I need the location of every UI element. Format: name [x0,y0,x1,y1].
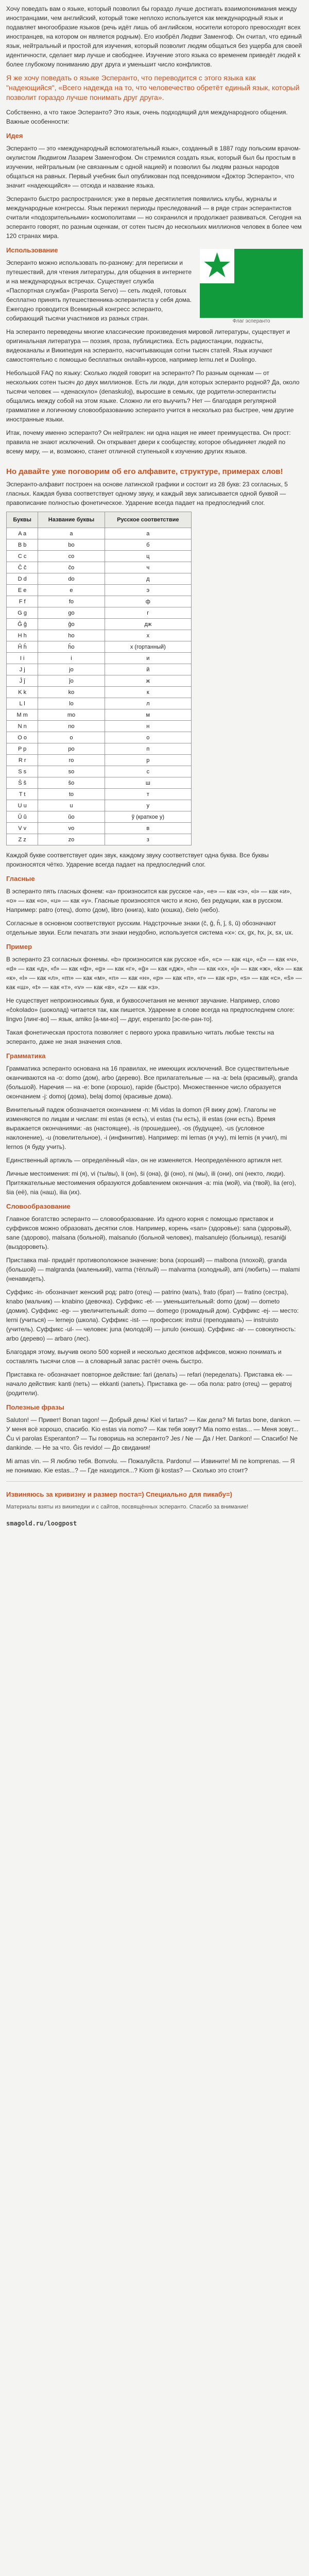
alphabet-row [7,573,192,585]
russian-cell: ў (краткое у) [105,811,191,823]
letter-name-cell: jo [38,664,105,675]
lead-heading: Я же хочу поведать о языке Эсперанто, что переводится с этого языка как "надеющийся", «Всего надежда на то, что человечество обретёт единый язык, который позволит гораздо лучше понимать друг друга». [6,74,300,101]
russian-cell: х [105,630,191,641]
letter-cell: G g [7,607,38,619]
letter-name-cell: to [38,789,105,800]
letter-cell: U u [7,800,38,811]
flag-caption: Флаг эсперанто [232,318,270,324]
alphabet-row [7,755,192,766]
russian-cell: э [105,585,191,596]
letter-name-cell: ho [38,630,105,641]
idea-paragraph-1: Эсперанто — это «международный вспомогательный язык», созданный в 1887 году польским врачом-окулистом Людвигом Лазарем Заменгофом. Он стремился создать язык, который был бы простым в изучении, нейтральным (не связанным с одной нацией) и позволил бы людям разных народов общаться на равных. Первый учебник был опубликован под псевдонимом «Доктор Эсперанто», что значит «надеющийся» — отсюда и название языка. [6,145,301,189]
russian-cell: х (гортанный) [105,641,191,653]
letter-name-cell: i [38,653,105,664]
letter-cell: F f [7,596,38,607]
letter-cell: A a [7,528,38,539]
outro-text: Материалы взяты из википедии и с сайтов, посвящённых эсперанто. Спасибо за внимание! [6,1504,249,1510]
letter-cell: Ŝ ŝ [7,777,38,789]
letter-cell: D d [7,573,38,585]
grammar-title: Грамматика [6,1052,46,1060]
letter-cell: E e [7,585,38,596]
letter-cell: C c [7,551,38,562]
letter-name-cell: co [38,551,105,562]
alphabet-row [7,732,192,743]
alphabet-row [7,596,192,607]
letter-cell: N n [7,721,38,732]
intro-text: Хочу поведать вам о языке, который позволил бы гораздо лучше достигать взаимопонимания между иностранцами, чем английский, который тоже неплохо используется как международный язык и подавляет многообразие языков (речь идёт лишь об английском, носители которого превосходят всех иностранцев, на котором он является родным). Его изобрёл Людвиг Заменгоф. Он считал, что единый язык, нейтральный и простой для изучения, который позволит людям общаться без ущерба для своей идентичности, сделает мир лучше и свободнее. Изучение этого языка со временем приведёт людей к более глубокому пониманию друг друга и уменьшит число конфликтов. [6,5,302,68]
alphabet-row [7,823,192,834]
letter-cell: Z z [7,834,38,845]
outro-title: Извиняюсь за кривизну и размер поста=) Специально для пикабу=) [6,1490,232,1498]
russian-cell: л [105,698,191,709]
letter-name-cell: u [38,800,105,811]
letter-name-cell: a [38,528,105,539]
example-title: Пример [6,943,32,951]
letter-name-cell: ĥo [38,641,105,653]
usage-title: Использование [6,246,58,254]
brand-watermark: smagold.ru/loogpost [6,1520,77,1527]
alphabet-row [7,607,192,619]
alphabet-row [7,675,192,687]
alphabet-row [7,630,192,641]
russian-cell: дж [105,619,191,630]
words-paragraph-3: Суффикс -in- обозначает женский род: patro (отец) — patrino (мать), frato (брат) — fratino (сестра), knabo (мальчик) — knabino (девочка). Суффикс -et- — уменьшительный: domo (дом) — dometo (домик). Суффикс -eg- — увеличительный: domo — domego (громадный дом). Суффикс -ej- — место: lerni (учиться) — lernejo (школа). Суффикс -ist- — профессия: instrui (преподавать) — instruisto (учитель). Суффикс -ul- — человек: juna (молодой) — junulo (юноша). Суффикс -ar- — совокупность: arbo (дерево) — arbaro (лес). [6,1289,299,1342]
alphabet-row [7,698,192,709]
idea-title: Идея [6,132,23,140]
russian-cell: н [105,721,191,732]
russian-cell: к [105,687,191,698]
usage-paragraph-4: Итак, почему именно эсперанто? Он нейтрален: ни одна нация не имеет преимущества. Он прост: правила не знают исключений. Он открывает двери к сообществу, которое объединяет людей по всему миру, — и, возможно, станет отличной ступенькой к изучению других языков. [6,429,291,455]
russian-cell: ц [105,551,191,562]
lead-paragraph: Собственно, а что такое Эсперанто? Это язык, очень подходящий для международного общения. Важные особенности: [6,109,288,125]
russian-cell: д [105,573,191,585]
letter-name-cell: bo [38,539,105,551]
letter-name-cell: go [38,607,105,619]
alphabet-row [7,777,192,789]
letter-cell: L l [7,698,38,709]
letter-name-cell: zo [38,834,105,845]
alphabet-row [7,743,192,755]
letter-cell: B b [7,539,38,551]
letter-name-cell: ko [38,687,105,698]
idea-paragraph-2: Эсперанто быстро распространился: уже в первые десятилетия появились клубы, журналы и международные конгрессы. Язык пережил периоды преследований — в ряде стран эсперантистов считали «подозрительными» космополитами — но сохранился и продолжает развиваться. Сегодня на эсперанто говорят, по разным оценкам, от сотен тысяч до нескольких миллионов человек в более чем 120 странах мира. [6,195,302,240]
alphabet-row [7,653,192,664]
letter-name-cell: mo [38,709,105,721]
russian-cell: в [105,823,191,834]
letter-cell: O o [7,732,38,743]
russian-cell: у [105,800,191,811]
letter-cell: H h [7,630,38,641]
russian-cell: р [105,755,191,766]
alphabet-title: Но давайте уже поговорим об его алфавите, структуре, примерах слов! [6,467,283,476]
letter-name-cell: no [38,721,105,732]
letter-cell: Ŭ ŭ [7,811,38,823]
grammar-paragraph-4: Личные местоимения: mi (я), vi (ты/вы), li (он), ŝi (она), ĝi (оно), ni (мы), ili (они), oni (некто, люди). Притяжательные местоимения образуются добавлением окончания -a: mia (мой), via (твой), lia (его), ŝia (её), nia (наш), ilia (их). [6,1170,297,1196]
alphabet-row [7,721,192,732]
alphabet-row [7,664,192,675]
vowels-paragraph-2: Согласные в основном соответствуют русским. Надстрочные знаки (ĉ, ĝ, ĥ, ĵ, ŝ, ŭ) обозначают отдельные звуки. Если печатать эти знаки неудобно, используется система «x»: cx, gx, hx, jx, sx, ux. [6,920,294,936]
letter-cell: M m [7,709,38,721]
alphabet-table-header [7,512,192,528]
letter-cell: R r [7,755,38,766]
alphabet-row [7,834,192,845]
alphabet-table-body [7,528,192,845]
letter-name-cell: vo [38,823,105,834]
header-russian: Русское соответствие [105,512,191,528]
letter-name-cell: ĝo [38,619,105,630]
russian-cell: о [105,732,191,743]
letter-name-cell: o [38,732,105,743]
usage-block [6,246,303,460]
russian-cell: т [105,789,191,800]
header-letters: Буквы [7,512,38,528]
divider [6,1481,303,1482]
letter-cell: J j [7,664,38,675]
alphabet-row [7,551,192,562]
russian-cell: ш [105,777,191,789]
words-paragraph-1: Главное богатство эсперанто — словообразование. Из одного корня с помощью приставок и суффиксов можно образовать десятки слов. Например, корень «san» (здоровье): sana (здоровый), sane (здорово), malsana (больной), malsanulo (больной человек), malsanulejo (больница), resaniĝi (выздороветь). [6,1215,292,1250]
alphabet-row [7,709,192,721]
letter-name-cell: lo [38,698,105,709]
grammar-paragraph-1: Грамматика эсперанто основана на 16 правилах, не имеющих исключений. Все существительные оканчиваются на -o: domo (дом), arbo (дерево). Все прилагательные — на -a: bela (красивый), granda (большой). Наречия — на -e: bone (хорошо), rapide (быстро). Множественное число образуется окончанием -j: domoj (дома), belaj domoj (красивые дома). [6,1065,298,1100]
russian-cell: й [105,664,191,675]
russian-cell: ж [105,675,191,687]
phrases-paragraph-1: Saluton! — Привет! Bonan tagon! — Добрый день! Kiel vi fartas? — Как дела? Mi fartas bone, dankon. — У меня всё хорошо, спасибо. Kio estas via nomo? — Как тебя зовут? Mia nomo estas... — Меня зовут... Ĉu vi parolas Esperanton? — Ты говоришь на эсперанто? Jes / Ne — Да / Нет. Dankon! — Спасибо! Ne dankinde. — Не за что. Ĝis revido! — До свидания! [6,1416,300,1451]
letter-cell: P p [7,743,38,755]
words-paragraph-2: Приставка mal- придаёт противоположное значение: bona (хороший) — malbona (плохой), granda (большой) — malgranda (маленький), varma (тёплый) — malvarma (холодный), ami (любить) — malami (ненавидеть). [6,1257,300,1282]
words-paragraph-5: Приставка re- обозначает повторное действие: fari (делать) — refari (переделать). Приставка ek- — начало действия: kanti (петь) — ekkanti (запеть). Приставка ge- — оба пола: patro (отец) — gepatroj (родители). [6,1371,293,1397]
alphabet-row [7,687,192,698]
alphabet-row [7,641,192,653]
letter-name-cell: ĵo [38,675,105,687]
example-paragraph-1: В эсперанто 23 согласных фонемы. «b» произносится как русское «б», «c» — как «ц», «ĉ» — как «ч», «d» — как «д», «f» — как «ф», «g» — как «г», «ĝ» — как «дж», «h» — как «х», «ĵ» — как «ж», «k» — как «к», «l» — как «л», «m» — как «м», «n» — как «н», «p» — как «п», «r» — как «р», «s» — как «с», «ŝ» — как «ш», «t» — как «т», «v» — как «в», «z» — как «з». [6,956,303,991]
letter-cell: K k [7,687,38,698]
letter-cell: S s [7,766,38,777]
header-letter-name: Название буквы [38,512,105,528]
russian-cell: п [105,743,191,755]
star-icon [203,251,231,279]
phrases-title: Полезные фразы [6,1403,64,1411]
example-paragraph-3: Такая фонетическая простота позволяет с первого урока правильно читать любые тексты на эсперанто, даже не зная значения слов. [6,1029,274,1045]
words-paragraph-4: Благодаря этому, выучив около 500 корней и несколько десятков аффиксов, можно понимать и составлять тысячи слов — а словарный запас растёт очень быстро. [6,1348,282,1365]
letter-cell: Ĥ ĥ [7,641,38,653]
alphabet-row [7,619,192,630]
alphabet-table [6,512,192,845]
alphabet-row [7,800,192,811]
alphabet-row [7,528,192,539]
words-title: Словообразование [6,1202,71,1210]
russian-cell: м [105,709,191,721]
usage-paragraph-3: Небольшой FAQ по языку: Сколько людей говорит на эсперанто? По разным оценкам — от нескольких сотен тысяч до двух миллионов. Есть ли люди, для которых эсперанто родной? Да, около тысячи человек — «денаскуло» (denaskuloj), выросшие в семьях, где родители-эсперантисты общались между собой на этом языке. Сложно ли его выучить? Нет — благодаря регулярной грамматике и логичному словообразованию эсперанто учится в несколько раз быстрее, чем другие иностранные языки. [6,369,300,423]
vowels-title: Гласные [6,875,35,883]
letter-name-cell: e [38,585,105,596]
letter-name-cell: so [38,766,105,777]
vowels-paragraph-1: В эсперанто пять гласных фонем: «a» произносится как русское «а», «e» — как «э», «i» — как «и», «o» — как «о», «u» — как «у». Гласные произносятся чисто и ясно, без редукции, как в русском. Например: patro (отец), domo (дом), libro (книга), kato (кошка), ĉielo (небо). [6,888,292,913]
letter-name-cell: fo [38,596,105,607]
esperanto-flag [200,249,303,324]
usage-paragraph-2: На эсперанто переведены многие классические произведения мировой литературы, существует и оригинальная литература — поэзия, проза, публицистика. Есть радиостанции, подкасты, видеоканалы и Википедия на эсперанто, насчитывающая сотни тысяч статей. Язык изучают самостоятельно с помощью бесплатных онлайн-курсов, например lernu.net и Duolingo. [6,328,290,363]
alphabet-row [7,562,192,573]
letter-name-cell: do [38,573,105,585]
letter-name-cell: ĉo [38,562,105,573]
letter-cell: T t [7,789,38,800]
alphabet-row [7,539,192,551]
russian-cell: з [105,834,191,845]
letter-name-cell: po [38,743,105,755]
russian-cell: а [105,528,191,539]
alphabet-row [7,789,192,800]
russian-cell: и [105,653,191,664]
russian-cell: ф [105,596,191,607]
alphabet-row [7,585,192,596]
alphabet-row [7,811,192,823]
letter-cell: Ĉ ĉ [7,562,38,573]
letter-name-cell: ŝo [38,777,105,789]
letter-cell: V v [7,823,38,834]
alphabet-intro: Эсперанто-алфавит построен на основе латинской графики и состоит из 28 букв: 23 согласных, 5 гласных. Каждая буква соответствует одному звуку, и каждый звук записывается одной буквой — правописание полностью фонетическое. Ударение всегда падает на предпоследний слог. [6,481,288,506]
russian-cell: ч [105,562,191,573]
letter-cell: I i [7,653,38,664]
letter-cell: Ĵ ĵ [7,675,38,687]
russian-cell: г [105,607,191,619]
alphabet-after: Каждой букве соответствует один звук, каждому звуку соответствует одна буква. Все буквы произносятся чётко. Ударение всегда падает на предпоследний слог. [6,852,269,868]
phrases-paragraph-2: Mi amas vin. — Я люблю тебя. Bonvolu. — Пожалуйста. Pardonu! — Извините! Mi ne komprenas. — Я не понимаю. Kie estas...? — Где находится...? Kiom ĝi kostas? — Сколько это стоит? [6,1458,295,1474]
russian-cell: б [105,539,191,551]
letter-name-cell: ŭo [38,811,105,823]
grammar-paragraph-2: Винительный падеж обозначается окончанием -n: Mi vidas la domon (Я вижу дом). Глаголы не изменяются по лицам и числам: mi estas (я есть), vi estas (ты есть), ili estas (они есть). Время выражается окончаниями: -as (настоящее), -is (прошедшее), -os (будущее), -us (условное наклонение), -u (повелительное), -i (инфинитив). Например: mi lernas (я учу), mi lernis (я учил), mi lernos (я буду учить). [6,1106,287,1150]
grammar-paragraph-3: Единственный артикль — определённый «la», он не изменяется. Неопределённого артикля нет. [6,1157,283,1164]
letter-cell: Ĝ ĝ [7,619,38,630]
letter-name-cell: ro [38,755,105,766]
example-paragraph-2: Не существует непроизносимых букв, и буквосочетания не меняют звучание. Например, слово «ĉokolado» (шоколад) читается так, как пишется. Ударение в слове всегда на предпоследнем слоге: lingvo [линг-во] — язык, amiko [а-ми-ко] — друг, esperanto [эс-пе-ран-то]. [6,997,295,1023]
usage-paragraph-1: Эсперанто можно использовать по-разному: для переписки и путешествий, для чтения литературы, для общения в интернете и на международных встречах. Существует служба «Паспортная служба» (Pasporta Servo) — сеть людей, готовых бесплатно принять путешественника-эсперантиста у себя дома. Ежегодно проводится Всемирный конгресс эсперанто, собирающий тысячи участников из разных стран. [6,259,192,322]
russian-cell: с [105,766,191,777]
alphabet-row [7,766,192,777]
